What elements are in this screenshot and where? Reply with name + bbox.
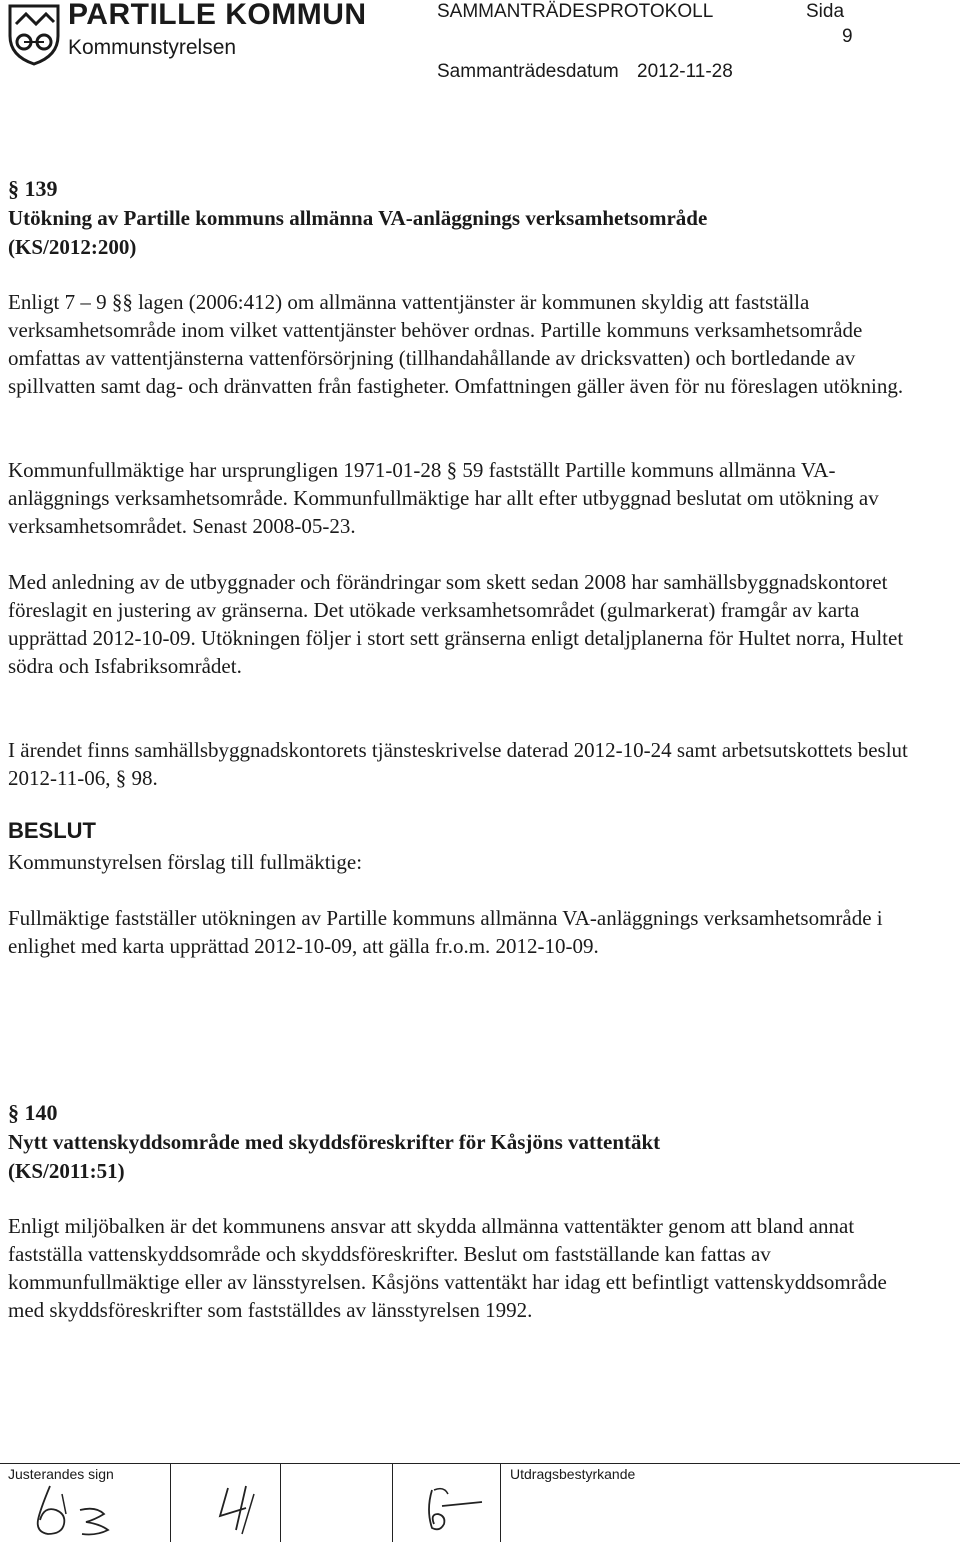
section-139-number: § 139: [8, 176, 58, 201]
footer-divider-vertical: [392, 1463, 393, 1542]
section-139-paragraph-4: I ärendet finns samhällsbyggnadskontorets tjänsteskrivelse daterad 2012-10-24 samt arbetsutskottets beslut 2012-11-06, § 98.: [8, 738, 908, 790]
org-unit: Kommunstyrelsen: [68, 36, 237, 59]
justerandes-sign-label: Justerandes sign: [8, 1466, 114, 1482]
section-140-title: [8, 1128, 908, 1186]
page-label: Sida: [806, 1, 845, 22]
municipal-crest-icon: [2, 2, 66, 66]
signature-1: [20, 1480, 130, 1538]
signature-2: [200, 1480, 270, 1538]
section-139-paragraph-3: Med anledning av de utbyggnader och förändringar som skett sedan 2008 har samhällsbyggnadskontoret föreslagit en justering av gränserna. Det utökade verksamhetsområdet (gulmarkerat) framgår av karta upprättad 2012-10-09. Utökningen följer i stort sett gränserna enligt detaljplanerna för Hultet norra, Hultet södra och Isfabriksområdet.: [8, 570, 904, 678]
section-139-paragraph-1: Enligt 7 – 9 §§ lagen (2006:412) om allmänna vattentjänster är kommunen skyldig att fastställa verksamhetsområde inom vilket vattentjänster behöver ordnas. Partille kommuns verksamhetsområde omfattas av vattentjänsterna vattenförsörjning (tillhandahållande av dricksvatten) och bortledande av spillvatten samt dag- och dränvatten från fastigheter. Omfattningen gäller även för nu föreslagen utökning.: [8, 290, 904, 398]
section-139-title-line2: (KS/2012:200): [8, 235, 137, 259]
section-140-paragraph-1: Enligt miljöbalken är det kommunens ansvar att skydda allmänna vattentäkter genom att bland annat fastställa vattenskyddsområde och skyddsföreskrifter. Beslut om fastställande kan fattas av kommunfullmäktige eller av länsstyrelsen. Kåsjöns vattentäkt har idag ett befintligt vattenskyddsområde med skyddsföreskrifter som fastställdes av länsstyrelsen 1992.: [8, 1214, 887, 1322]
org-name: PARTILLE KOMMUN: [68, 0, 367, 31]
section-140-number: § 140: [8, 1100, 58, 1125]
section-139-paragraph-2: Kommunfullmäktige har ursprungligen 1971-01-28 § 59 fastställt Partille kommuns allmänna VA-anläggnings verksamhetsområde. Kommunfullmäktige har allt efter utbyggnad beslutat om utökning av verksamhetsområdet. Senast 2008-05-23.: [8, 458, 879, 538]
decision-text: Fullmäktige fastställer utökningen av Partille kommuns allmänna VA-anläggnings verksamhetsområde i enlighet med karta upprättad 2012-10-09, att gälla fr.o.m. 2012-10-09.: [8, 906, 883, 958]
footer-divider: [0, 1463, 960, 1464]
document-type: SAMMANTRÄDESPROTOKOLL: [437, 1, 714, 22]
decision-heading: BESLUT: [8, 818, 96, 843]
utdragsbestyrkande-label: Utdragsbestyrkande: [510, 1466, 636, 1482]
decision-intro: Kommunstyrelsen förslag till fullmäktige:: [8, 850, 363, 874]
footer-divider-vertical: [280, 1463, 281, 1542]
meeting-date-value: 2012-11-28: [637, 61, 733, 82]
section-140-title-line2: (KS/2011:51): [8, 1159, 125, 1183]
section-140-title-line1: Nytt vattenskyddsområde med skyddsföreskrifter för Kåsjöns vattentäkt: [8, 1130, 661, 1154]
section-139-title: [8, 204, 908, 262]
meeting-date-label: Sammanträdesdatum: [437, 61, 619, 82]
footer-divider-vertical: [170, 1463, 171, 1542]
section-139-title-line1: Utökning av Partille kommuns allmänna VA-anläggnings verksamhetsområde: [8, 206, 708, 230]
page-number: 9: [842, 26, 853, 47]
signature-3: [412, 1480, 492, 1538]
footer-divider-vertical: [500, 1463, 501, 1542]
